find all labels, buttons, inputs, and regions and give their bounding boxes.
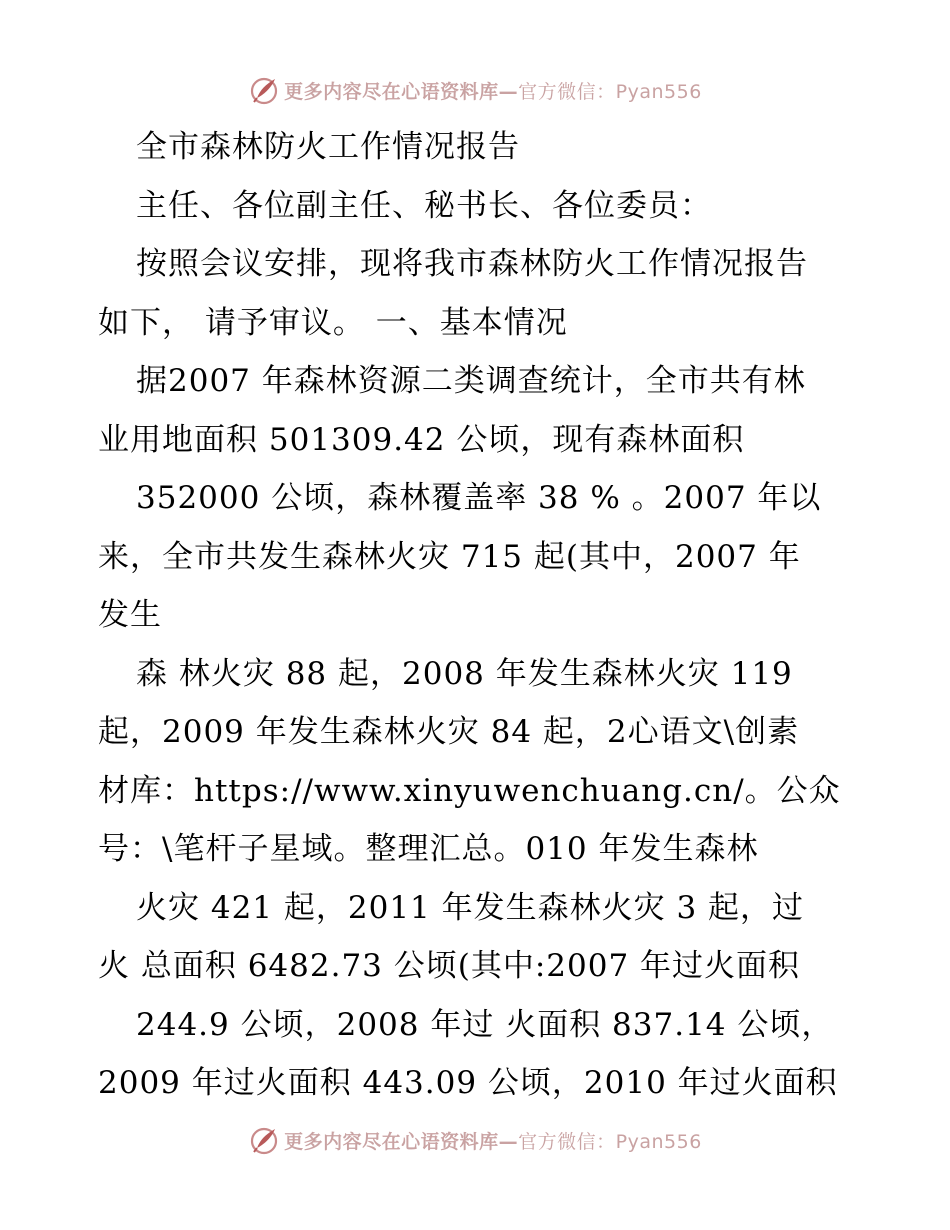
watermark-banner-top bbox=[0, 70, 950, 110]
text-line: 2009 年过火面积 443.09 公顷，2010 年过火面积 bbox=[98, 1065, 838, 1101]
text-line: 352000 公顷，森林覆盖率 38 % 。2007 年以 bbox=[136, 480, 822, 516]
text-line: 材库：https://www.xinyuwenchuang.cn/。公众 bbox=[98, 772, 841, 809]
text-line: 森 林火灾 88 起，2008 年发生森林火灾 119 bbox=[136, 655, 793, 692]
text-line: 火灾 421 起，2011 年发生森林火灾 3 起，过 bbox=[136, 889, 805, 926]
text-line: 火 总面积 6482.73 公顷(其中:2007 年过火面积 bbox=[98, 948, 801, 984]
text-line: 发生 bbox=[98, 597, 162, 633]
watermark-text: 更多内容尽在心语资料库—官方微信：Pyan556 bbox=[284, 1130, 702, 1153]
feather-quill-logo-icon bbox=[248, 74, 280, 106]
text-line: 按照会议安排，现将我市森林防火工作情况报告 bbox=[136, 246, 808, 282]
text-line: 号：\笔杆子星域。整理汇总。010 年发生森林 bbox=[98, 831, 759, 867]
text-line: 244.9 公顷，2008 年过 火面积 837.14 公顷， bbox=[136, 1006, 834, 1043]
text-line: 业用地面积 501309.42 公顷，现有森林面积 bbox=[98, 421, 745, 458]
document-body bbox=[98, 118, 858, 1113]
text-line: 主任、各位副主任、秘书长、各位委员： bbox=[136, 187, 712, 224]
feather-quill-logo-icon bbox=[248, 1124, 280, 1156]
text-line: 据2007 年森林资源二类调查统计，全市共有林 bbox=[136, 363, 806, 399]
text-line: 全市森林防火工作情况报告 bbox=[136, 129, 520, 165]
watermark-banner-bottom bbox=[0, 1120, 950, 1160]
text-line: 如下， 请予审议。 一、基本情况 bbox=[98, 304, 568, 341]
text-line: 来，全市共发生森林火灾 715 起(其中，2007 年 bbox=[98, 538, 801, 575]
text-line: 起，2009 年发生森林火灾 84 起，2心语文\创素 bbox=[98, 714, 800, 750]
watermark-text: 更多内容尽在心语资料库—官方微信：Pyan556 bbox=[284, 80, 702, 103]
